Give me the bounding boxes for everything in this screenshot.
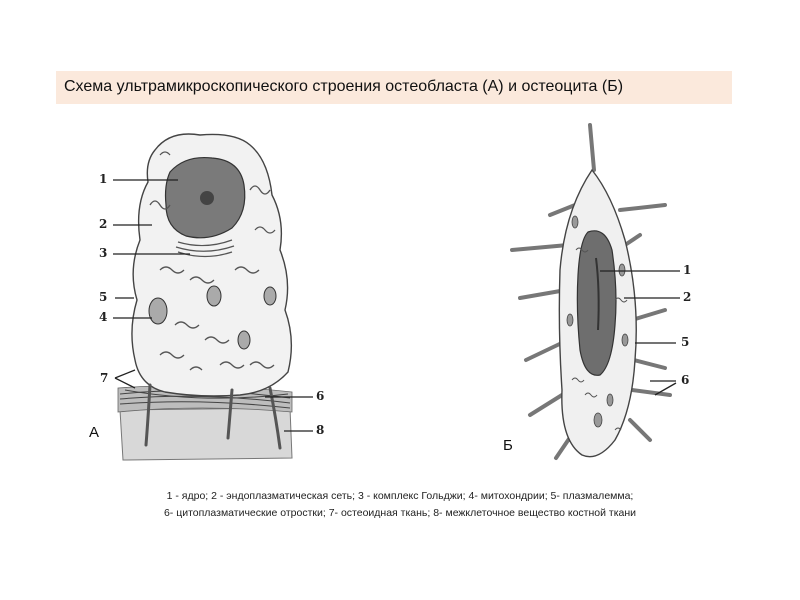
legend-line-2: 6- цитоплазматические отростки; 7- остеоидная ткань; 8- межклеточное вещество костной ткани	[163, 507, 637, 519]
legend-line-1: 1 - ядро; 2 - эндоплазматическая сеть; 3 - комплекс Гольджи; 4- митохондрии; 5- плазмалемма;	[166, 490, 634, 502]
label-b-1: 1	[683, 263, 692, 277]
legend	[80, 488, 720, 522]
label-a-3: 3	[99, 246, 108, 260]
label-a-8: 8	[316, 423, 325, 437]
label-a-4: 4	[99, 310, 108, 324]
panel-a-letter: А	[89, 424, 100, 441]
osteoblast-figure	[113, 134, 313, 460]
label-a-6: 6	[316, 389, 325, 403]
label-a-7: 7	[100, 371, 109, 385]
label-b-5: 5	[681, 335, 690, 349]
label-a-1: 1	[99, 172, 108, 186]
osteocyte-figure	[512, 125, 680, 458]
label-a-5: 5	[99, 290, 108, 304]
label-b-6: 6	[681, 373, 690, 387]
osteocyte-nucleus	[577, 231, 616, 375]
label-b-2: 2	[683, 290, 692, 304]
panel-b-letter: Б	[503, 437, 513, 454]
label-a-2: 2	[99, 217, 108, 231]
page-title: Схема ультрамикроскопического строения остеобласта (А) и остеоцита (Б)	[64, 78, 624, 95]
